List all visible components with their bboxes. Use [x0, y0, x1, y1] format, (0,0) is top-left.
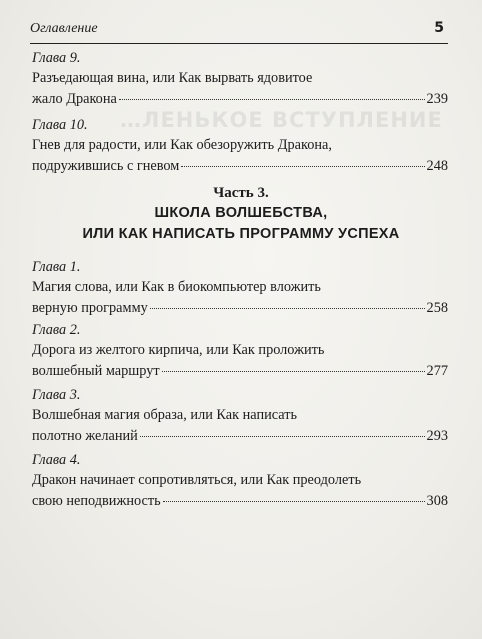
- chapter-label: Глава 1.: [32, 259, 81, 275]
- toc-entry[interactable]: [32, 49, 448, 110]
- dot-leader: [162, 371, 425, 372]
- chapter-label: Глава 2.: [32, 322, 81, 338]
- dot-leader: [163, 501, 425, 502]
- chapter-title-line: Гнев для радости, или Как обезоружить Дракона,: [32, 137, 332, 153]
- dot-leader: [181, 166, 424, 167]
- chapter-title-last-line: [32, 426, 448, 447]
- part-title-line-1: ШКОЛА ВОЛШЕБСТВА,: [154, 205, 328, 221]
- chapter-page-number: 308: [426, 493, 448, 509]
- chapter-title-tail: свою неподвижность: [32, 493, 161, 509]
- part-title-line-2: ИЛИ КАК НАПИСАТЬ ПРОГРАММУ УСПЕХА: [82, 226, 400, 242]
- running-header: [30, 21, 448, 44]
- running-header-title: Оглавление: [30, 21, 98, 36]
- chapter-title-last-line: [32, 361, 448, 382]
- dot-leader: [119, 99, 425, 100]
- chapter-label: Глава 10.: [32, 117, 88, 133]
- chapter-page-number: 258: [426, 300, 448, 316]
- chapter-title-tail: волшебный маршрут: [32, 363, 160, 379]
- chapter-page-number: 293: [426, 428, 448, 444]
- chapter-title-last-line: [32, 491, 448, 512]
- chapter-title-last-line: [32, 89, 448, 110]
- chapter-title-last-line: [32, 298, 448, 319]
- chapter-title-tail: подружившись с гневом: [32, 158, 180, 174]
- chapter-label: Глава 3.: [32, 387, 81, 403]
- chapter-label: Глава 4.: [32, 452, 81, 468]
- dot-leader: [150, 308, 425, 309]
- chapter-title-line: Волшебная магия образа, или Как написать: [32, 407, 298, 423]
- toc-entry[interactable]: [32, 321, 448, 382]
- toc-entry[interactable]: [32, 386, 448, 447]
- chapter-title-line: Магия слова, или Как в биокомпьютер вложить: [32, 279, 321, 295]
- part-heading: [0, 183, 482, 245]
- toc-entry[interactable]: [32, 258, 448, 319]
- chapter-title-line: Дракон начинает сопротивляться, или Как преодолеть: [32, 472, 362, 488]
- chapter-title-tail: полотно желаний: [32, 428, 138, 444]
- chapter-title-line: Дорога из желтого кирпича, или Как проложить: [32, 342, 325, 358]
- dot-leader: [140, 436, 425, 437]
- chapter-title-line: Разъедающая вина, или Как вырвать ядовитое: [32, 70, 313, 86]
- part-number: Часть 3.: [213, 185, 269, 201]
- chapter-title-last-line: [32, 156, 448, 177]
- chapter-page-number: 277: [426, 363, 448, 379]
- page-number: 5: [434, 20, 444, 36]
- chapter-page-number: 248: [426, 158, 448, 174]
- toc-entry[interactable]: [32, 116, 448, 177]
- chapter-title-tail: жало Дракона: [32, 91, 117, 107]
- chapter-title-tail: верную программу: [32, 300, 148, 316]
- show-through-text: …ЛЕНЬКОЕ ВСТУПЛЕНИЕ: [120, 108, 443, 132]
- toc-entry[interactable]: [32, 451, 448, 512]
- chapter-page-number: 239: [426, 91, 448, 107]
- chapter-label: Глава 9.: [32, 50, 81, 66]
